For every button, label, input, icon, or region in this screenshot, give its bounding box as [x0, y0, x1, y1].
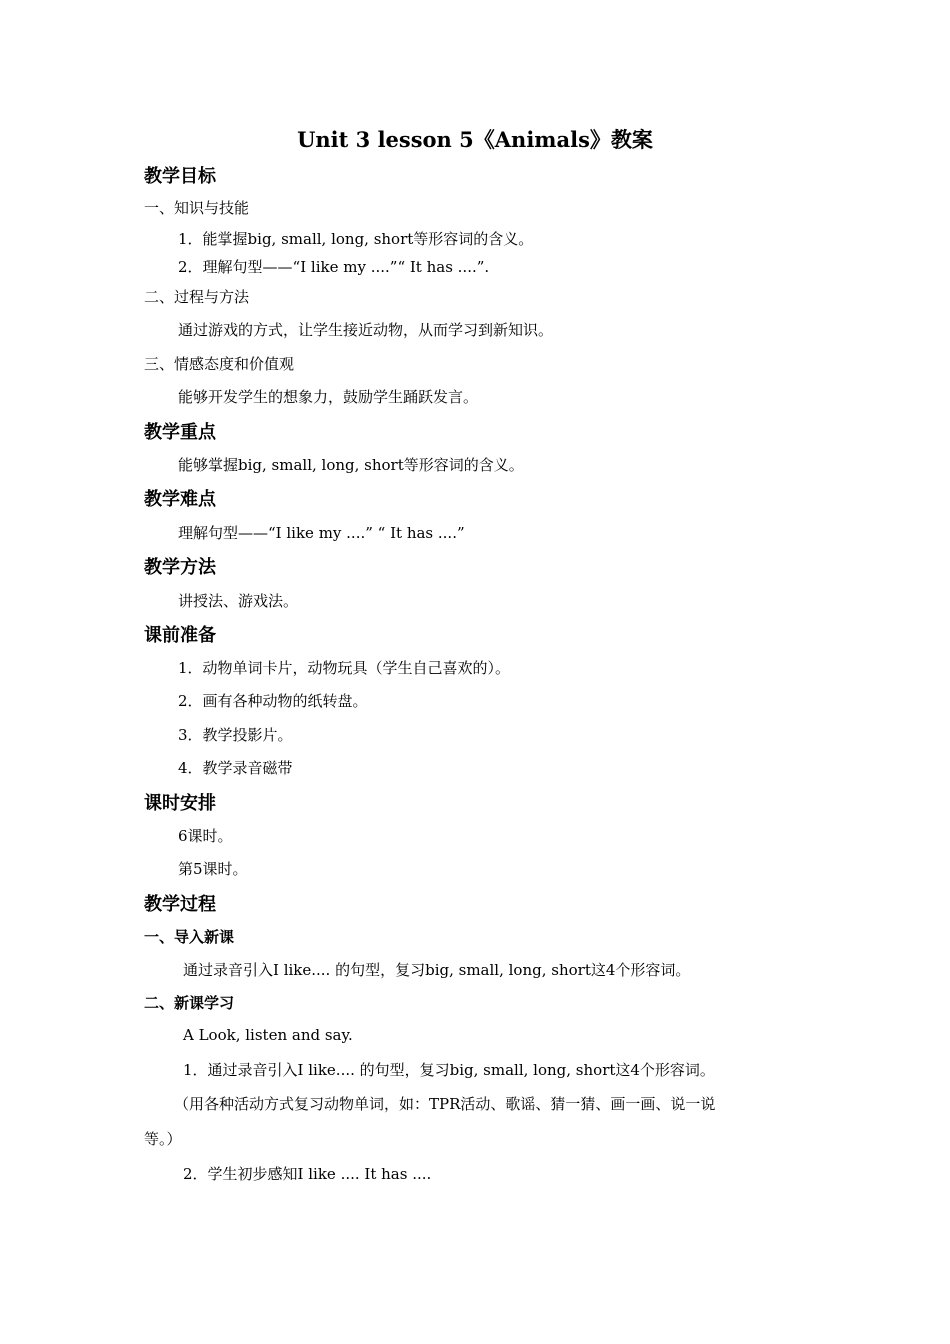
paragraph: 等。）	[144, 1130, 182, 1148]
heading-schedule: 课时安排	[144, 793, 216, 814]
subheading-intro: 一、导入新课	[144, 928, 235, 946]
heading-methods: 教学方法	[144, 557, 216, 578]
list-item: 4．教学录音磁带	[178, 759, 293, 777]
heading-difficulties: 教学难点	[144, 489, 216, 510]
paragraph: A Look, listen and say.	[183, 1026, 353, 1044]
heading-key-points: 教学重点	[144, 422, 216, 443]
paragraph: 通过游戏的方式，让学生接近动物，从而学习到新知识。	[178, 321, 554, 339]
paragraph: 讲授法、游戏法。	[178, 592, 299, 610]
list-item: 1．动物单词卡片，动物玩具（学生自己喜欢的）。	[178, 659, 511, 677]
list-item: 2．画有各种动物的纸转盘。	[178, 692, 368, 710]
paragraph: 通过录音引入I like.... 的句型，复习big, small, long, short这4个形容词。	[183, 961, 691, 979]
heading-preparation: 课前准备	[144, 625, 216, 646]
list-item: 6课时。	[178, 827, 233, 845]
heading-process: 教学过程	[144, 894, 216, 915]
subheading-knowledge-skills: 一、知识与技能	[144, 199, 250, 217]
heading-teaching-goals: 教学目标	[144, 166, 216, 187]
subheading-process-method: 二、过程与方法	[144, 288, 250, 306]
list-item: 3．教学投影片。	[178, 726, 293, 744]
paragraph: （用各种活动方式复习动物单词，如：TPR活动、歌谣、猜一猜、画一画、说一说	[174, 1095, 716, 1113]
paragraph: 能够掌握big, small, long, short等形容词的含义。	[178, 456, 524, 474]
list-item: 2．学生初步感知I like .... It has ....	[183, 1165, 432, 1183]
subheading-attitude-values: 三、情感态度和价值观	[144, 355, 295, 373]
page-title: Unit 3 lesson 5《Animals》教案	[297, 127, 653, 152]
list-item: 1．通过录音引入I like.... 的句型，复习big, small, long, short这4个形容词。	[183, 1061, 715, 1079]
paragraph: 理解句型——“I like my ....” “ It has ....”	[178, 524, 465, 542]
list-item: 1．能掌握big, small, long, short等形容词的含义。	[178, 230, 534, 248]
list-item: 2．理解句型——“I like my ....”“ It has ....”.	[178, 258, 490, 276]
subheading-new-lesson: 二、新课学习	[144, 994, 235, 1012]
paragraph: 能够开发学生的想象力，鼓励学生踊跃发言。	[178, 388, 479, 406]
list-item: 第5课时。	[178, 860, 248, 878]
